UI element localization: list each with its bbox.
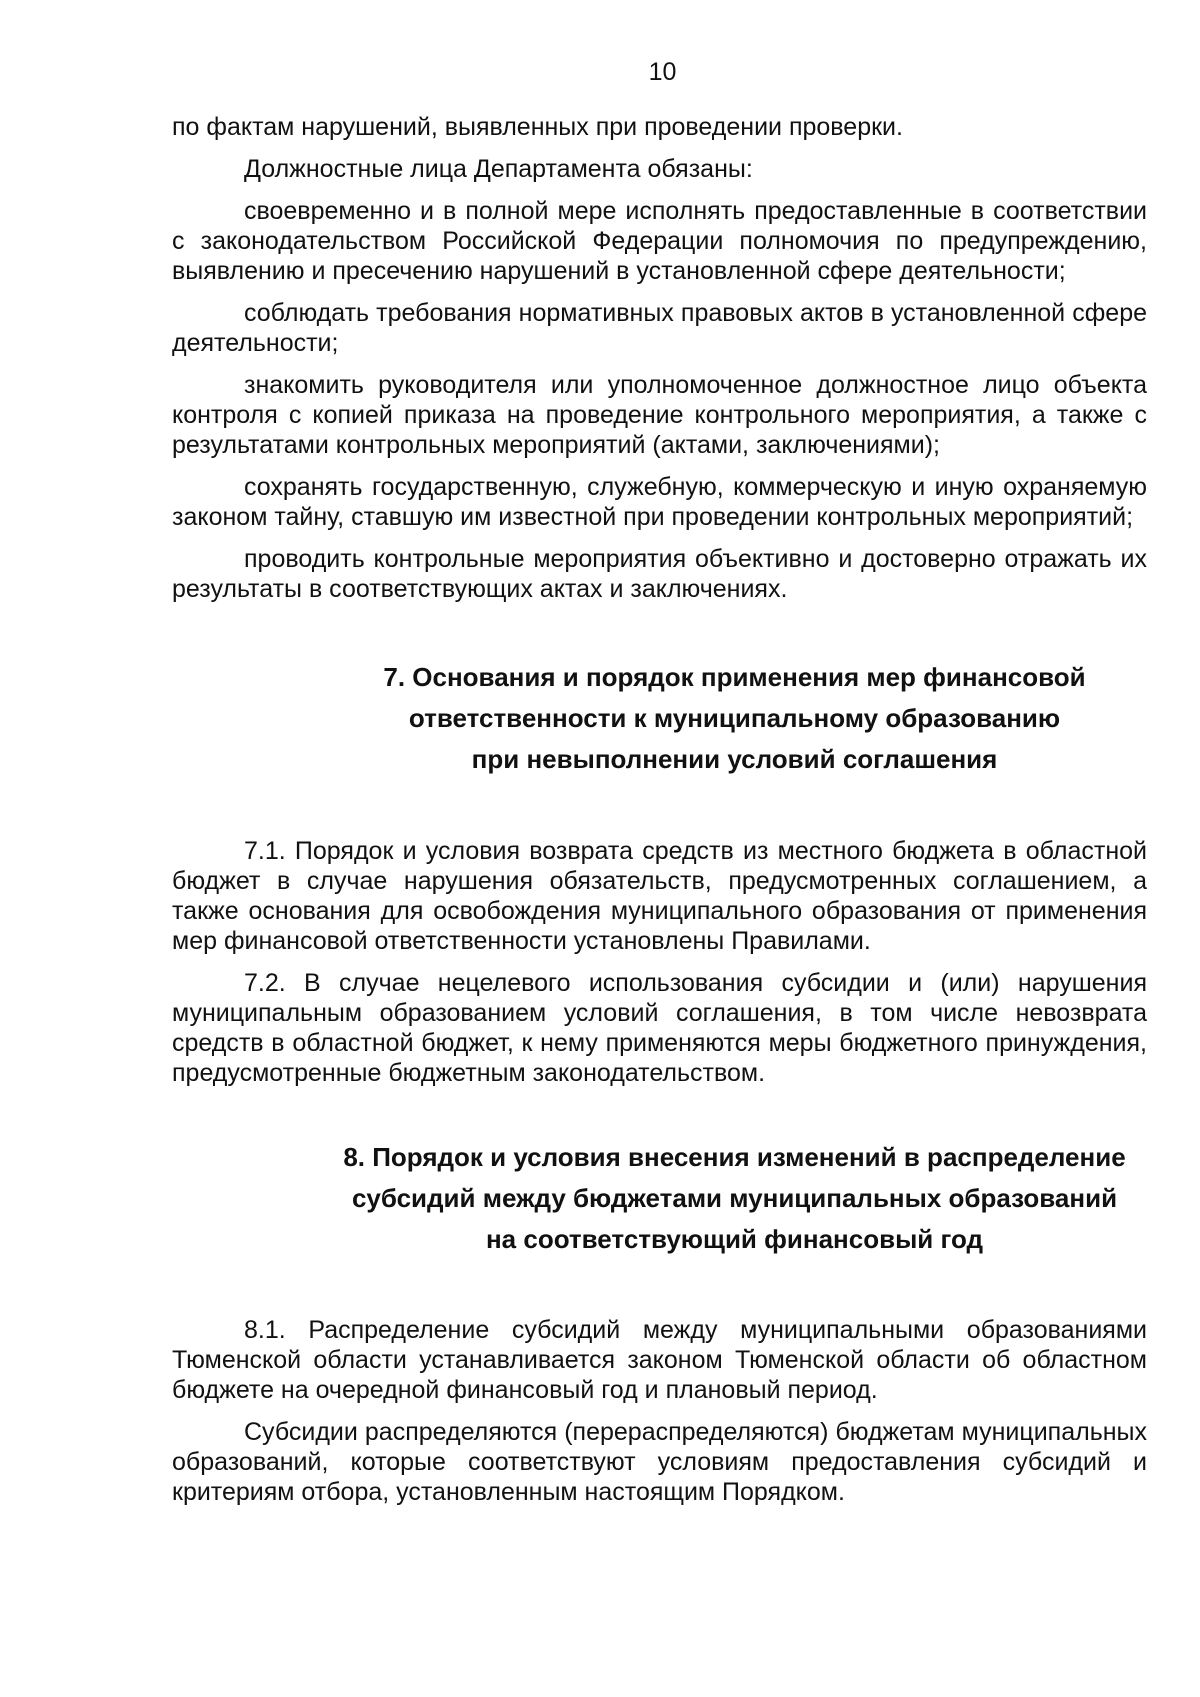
document-body <box>172 112 1147 1519</box>
section-7-heading <box>172 657 1147 780</box>
heading-line: 8. Порядок и условия внесения изменений в распределение <box>343 1142 1126 1172</box>
paragraph: 7.2. В случае нецелевого использования субсидии и (или) нарушения муниципальным образованием условий соглашения, в том числе невозврата средств в областной бюджет, к нему применяются меры бюджетного принуждения, предусмотренные бюджетным законодательством. <box>172 969 1147 1087</box>
paragraph: 7.1. Порядок и условия возврата средств из местного бюджета в областной бюджет в случае нарушения обязательств, предусмотренных соглашением, а также основания для освобождения муниципального образования от применения мер финансовой ответственности установлены Правилами. <box>172 837 1147 955</box>
heading-line: 7. Основания и порядок применения мер финансовой <box>383 662 1086 692</box>
paragraph: 8.1. Распределение субсидий между муниципальными образованиями Тюменской области устанавливается законом Тюменской области об областном бюджете на очередной финансовый год и плановый период. <box>172 1316 1147 1404</box>
paragraph: Должностные лица Департамента обязаны: <box>244 155 753 183</box>
section-8-heading <box>172 1137 1147 1260</box>
heading-line: субсидий между бюджетами муниципальных образований <box>351 1183 1118 1213</box>
paragraph: Субсидии распределяются (перераспределяются) бюджетам муниципальных образований, которые соответствуют условиям предоставления субсидий и критериям отбора, установленным настоящим Порядком. <box>172 1418 1147 1506</box>
heading-line: при невыполнении условий соглашения <box>471 744 998 774</box>
paragraph: сохранять государственную, служебную, коммерческую и иную охраняемую законом тайну, ставшую им известной при проведении контрольных мероприятий; <box>172 473 1147 531</box>
paragraph: соблюдать требования нормативных правовых актов в установленной сфере деятельности; <box>172 299 1147 357</box>
page-number: 10 <box>648 58 677 86</box>
heading-line: на соответствующий финансовый год <box>485 1224 984 1254</box>
paragraph: проводить контрольные мероприятия объективно и достоверно отражать их результаты в соответствующих актах и заключениях. <box>172 545 1147 603</box>
heading-line: ответственности к муниципальному образованию <box>408 703 1061 733</box>
paragraph: по фактам нарушений, выявленных при проведении проверки. <box>172 113 903 141</box>
paragraph: своевременно и в полной мере исполнять предоставленные в соответствии с законодательством Российской Федерации полномочия по предупреждению, выявлению и пресечению нарушений в установленной сфере деятельности; <box>172 197 1147 285</box>
paragraph: знакомить руководителя или уполномоченное должностное лицо объекта контроля с копией приказа на проведение контрольного мероприятия, а также с результатами контрольных мероприятий (актами, заключениями); <box>172 371 1147 459</box>
